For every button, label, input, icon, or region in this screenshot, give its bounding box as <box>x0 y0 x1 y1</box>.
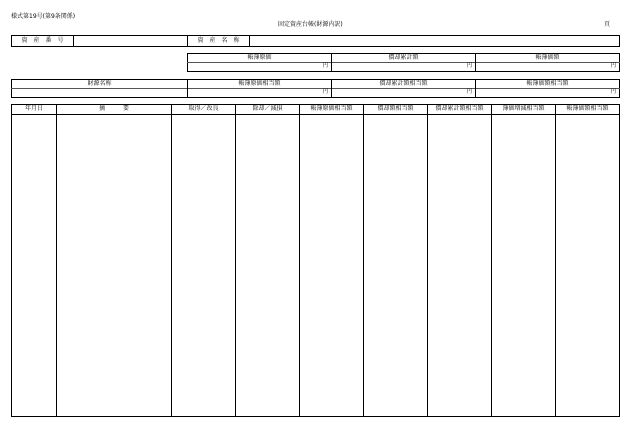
document-title: 固定資産台帳(財源内訳) <box>278 21 343 28</box>
yen-unit: 円 <box>466 89 472 95</box>
divider <box>555 104 556 417</box>
column-book-value: 帳簿価額相当額 <box>566 105 609 112</box>
yen-unit: 円 <box>322 63 328 69</box>
divider <box>363 104 364 417</box>
ledger-table <box>11 104 620 417</box>
divider <box>235 104 236 417</box>
column-depreciation: 償却額相当額 <box>377 105 414 112</box>
page-label: 頁 <box>604 21 611 28</box>
divider <box>491 104 492 417</box>
column-accumulated-depreciation: 償却累計額相当額 <box>435 105 484 112</box>
divider <box>171 104 172 417</box>
book-value-header: 帳簿価額 <box>535 54 560 61</box>
column-description: 摘 要 <box>98 105 129 112</box>
column-acquisition: 取得／改良 <box>188 105 219 112</box>
column-disposal: 除却／減損 <box>252 105 283 112</box>
asset-number-label: 資 産 番 号 <box>21 37 64 44</box>
funding-cost-header: 帳簿原価相当額 <box>238 80 281 87</box>
yen-unit: 円 <box>322 89 328 95</box>
divider <box>427 104 428 417</box>
yen-unit: 円 <box>466 63 472 69</box>
funding-source-label: 財源名称 <box>87 80 112 87</box>
divider <box>299 104 300 417</box>
funding-value-header: 帳簿価額相当額 <box>526 80 569 87</box>
divider <box>249 35 250 47</box>
yen-unit: 円 <box>610 89 616 95</box>
accumulated-depreciation-header: 償却累計額 <box>388 54 419 61</box>
divider <box>73 35 74 47</box>
asset-row <box>11 35 620 47</box>
divider <box>11 88 620 89</box>
divider <box>187 62 620 63</box>
book-cost-header: 帳簿原価 <box>247 54 272 61</box>
divider <box>11 114 620 115</box>
asset-name-label: 資 産 名 称 <box>197 37 240 44</box>
form-number: 様式第19号(第9条関係) <box>11 13 76 20</box>
column-book-value-change: 簿価増減相当額 <box>502 105 545 112</box>
column-book-cost: 帳簿原価相当額 <box>310 105 353 112</box>
funding-depreciation-header: 償却累計額相当額 <box>379 80 428 87</box>
yen-unit: 円 <box>610 63 616 69</box>
column-date: 年月日 <box>24 105 43 112</box>
divider <box>56 104 57 417</box>
